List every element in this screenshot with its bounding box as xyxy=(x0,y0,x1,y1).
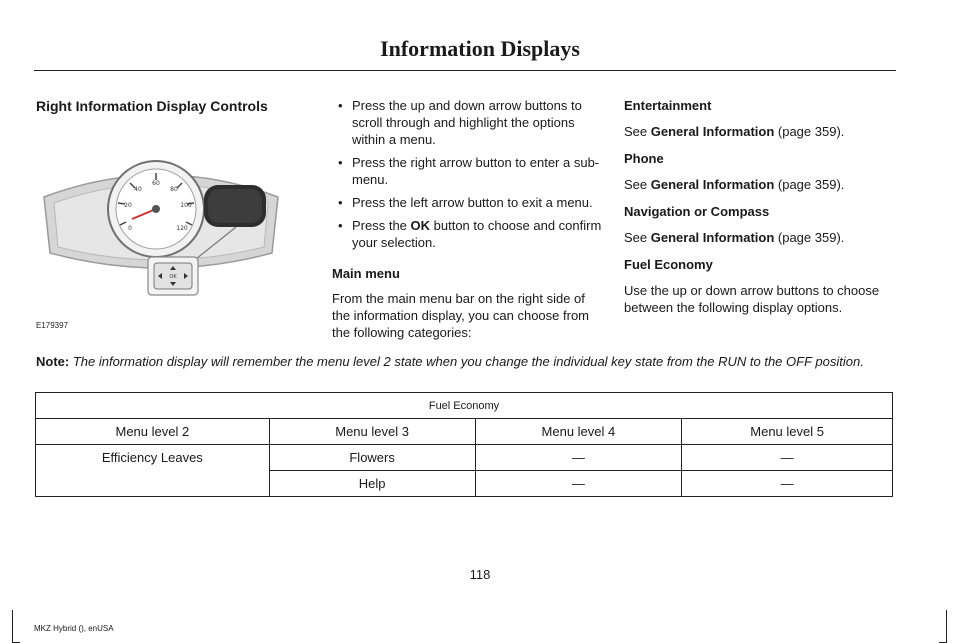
title-rule xyxy=(34,70,896,71)
gauge-tick-label: 100 xyxy=(180,202,192,209)
ok-keyword: OK xyxy=(410,218,431,233)
list-item xyxy=(332,217,604,251)
page-reference: (page 359). xyxy=(774,230,845,245)
instruction-text: Press the left arrow button to exit a menu. xyxy=(352,195,593,210)
table-cell: — xyxy=(475,445,682,471)
page-reference: (page 359). xyxy=(774,124,845,139)
column-header: Menu level 2 xyxy=(36,419,270,445)
bullet-marker: • xyxy=(338,218,343,233)
note-label: Note: xyxy=(36,354,70,369)
phone-heading: Phone xyxy=(624,151,664,166)
fuel-economy-text: Use the up or down arrow buttons to choose between the following display options. xyxy=(624,283,880,315)
instruction-text: Press the xyxy=(352,218,411,233)
gauge-tick-label: 20 xyxy=(124,202,132,209)
entertainment-heading: Entertainment xyxy=(624,98,712,113)
fuel-economy-heading: Fuel Economy xyxy=(624,257,713,272)
cross-reference xyxy=(624,176,900,193)
main-menu-text: From the main menu bar on the right side of the information display, you can choose from the following categories: xyxy=(332,291,590,340)
cluster-illustration xyxy=(36,155,286,330)
table-cell: — xyxy=(682,471,893,497)
see-text: See xyxy=(624,124,651,139)
instruction-text: Press the up and down arrow buttons to scroll through and highlight the options within a menu. xyxy=(352,98,582,147)
gauge-tick-label: 80 xyxy=(170,186,178,193)
footer-doc-id: MKZ Hybrid (), enUSA xyxy=(34,624,114,633)
note xyxy=(36,352,896,371)
page-number: 118 xyxy=(469,567,491,582)
gauge-tick-label: 0 xyxy=(128,225,132,232)
section-heading: Right Information Display Controls xyxy=(36,98,268,114)
column-header: Menu level 3 xyxy=(269,419,475,445)
see-text: See xyxy=(624,230,651,245)
list-item xyxy=(332,97,604,148)
table-cell: — xyxy=(475,471,682,497)
column-header: Menu level 5 xyxy=(682,419,893,445)
right-column xyxy=(624,97,900,326)
table-row xyxy=(36,445,893,471)
note-text: The information display will remember the menu level 2 state when you change the individual key state from the RUN to the OFF position. xyxy=(69,354,864,369)
gauge-tick-label: 60 xyxy=(152,180,160,187)
middle-column xyxy=(332,97,604,341)
see-text: See xyxy=(624,177,651,192)
list-item xyxy=(332,194,604,211)
bullet-marker: • xyxy=(338,195,343,210)
control-instructions-list xyxy=(332,97,604,251)
table-header-row xyxy=(36,419,893,445)
reference-link[interactable]: General Information xyxy=(650,230,775,245)
table-cell: Help xyxy=(269,471,475,497)
column-header: Menu level 4 xyxy=(475,419,682,445)
list-item xyxy=(332,154,604,188)
bullet-marker: • xyxy=(338,155,343,170)
cross-reference xyxy=(624,229,900,246)
gauge-tick-label: 40 xyxy=(134,186,142,193)
navigation-heading: Navigation or Compass xyxy=(624,204,770,219)
fuel-economy-table xyxy=(35,392,893,497)
cross-reference xyxy=(624,123,900,140)
page-title: Information Displays xyxy=(380,36,580,61)
table-cell: Efficiency Leaves xyxy=(36,445,270,497)
table-caption: Fuel Economy xyxy=(36,393,893,419)
crop-mark xyxy=(946,610,947,643)
instruction-text: Press the right arrow button to enter a sub-menu. xyxy=(352,155,600,187)
instrument-cluster-icon xyxy=(36,155,286,315)
main-menu-heading: Main menu xyxy=(332,266,400,281)
reference-link[interactable]: General Information xyxy=(650,177,775,192)
gauge-tick-label: 120 xyxy=(176,225,188,232)
table-cell: Flowers xyxy=(269,445,475,471)
page-reference: (page 359). xyxy=(774,177,845,192)
bullet-marker: • xyxy=(338,98,343,113)
ok-button-label: OK xyxy=(169,274,177,280)
reference-link[interactable]: General Information xyxy=(650,124,775,139)
table-cell: — xyxy=(682,445,893,471)
instruction-text: button to choose and confirm your selection. xyxy=(352,218,602,250)
figure-code: E179397 xyxy=(36,321,69,330)
crop-mark xyxy=(12,610,13,643)
